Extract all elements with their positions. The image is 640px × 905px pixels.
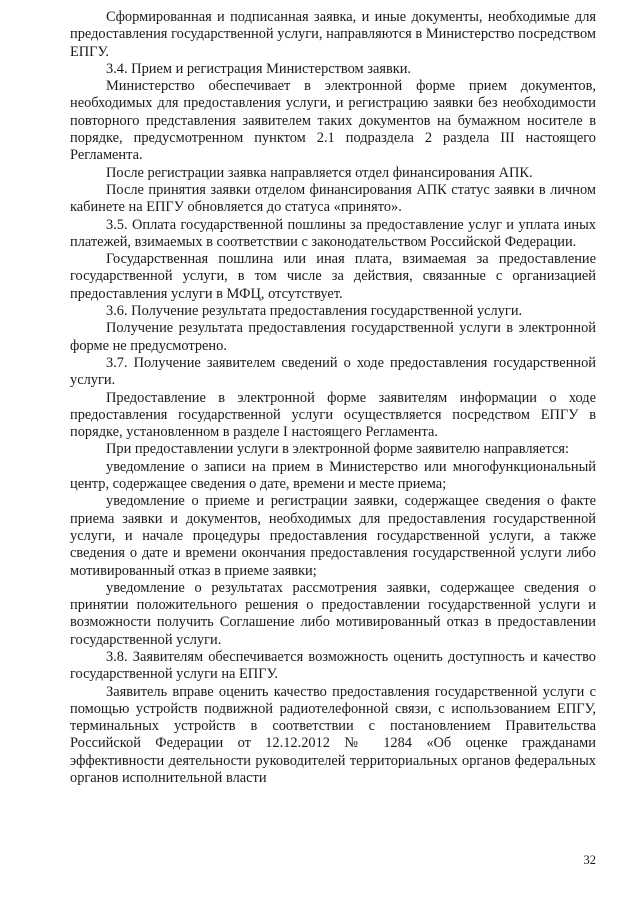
page-number: 32 bbox=[583, 853, 596, 867]
document-page bbox=[70, 9, 596, 787]
paragraph-17: Заявитель вправе оценить качество предоставления государственной услуги с помощью устройств подвижной радиотелефонной связи, с использованием ЕПГУ, терминальных устройств в соответствии с постановлением Правительства Российской Федерации от 12.12.2012 № 1284 «Об оценке гражданами эффективности деятельности руководителей территориальных органов федеральных органов исполнительной власти bbox=[70, 683, 596, 787]
paragraph-1: Сформированная и подписанная заявка, и иные документы, необходимые для предоставления государственной услуги, направляются в Министерство посредством ЕПГУ. bbox=[70, 9, 596, 60]
paragraph-7: Государственная пошлина или иная плата, взимаемая за предоставление государственной услуги, в том числе за действия, связанные с организацией предоставления услуги в МФЦ, отсутствует. bbox=[70, 251, 596, 302]
paragraph-3: Министерство обеспечивает в электронной форме прием документов, необходимых для предоставления услуги, и регистрацию заявки без необходимости повторного представления заявителем таких документов на бумажном носителе в порядке, предусмотренном пунктом 2.1 подраздела 2 раздела III настоящего Регламента. bbox=[70, 78, 596, 164]
paragraph-13: уведомление о записи на прием в Министерство или многофункциональный центр, содержащее сведения о дате, времени и месте приема; bbox=[70, 458, 596, 493]
paragraph-10: 3.7. Получение заявителем сведений о ходе предоставления государственной услуги. bbox=[70, 354, 596, 389]
paragraph-16: 3.8. Заявителям обеспечивается возможность оценить доступность и качество государственной услуги на ЕПГУ. bbox=[70, 648, 596, 683]
paragraph-4: После регистрации заявка направляется отдел финансирования АПК. bbox=[106, 164, 533, 181]
paragraph-9: Получение результата предоставления государственной услуги в электронной форме не предусмотрено. bbox=[70, 320, 596, 354]
paragraph-2: 3.4. Прием и регистрация Министерством заявки. bbox=[106, 60, 412, 77]
paragraph-5: После принятия заявки отделом финансирования АПК статус заявки в личном кабинете на ЕПГУ обновляется до статуса «принято». bbox=[70, 181, 596, 216]
paragraph-6: 3.5. Оплата государственной пошлины за предоставление услуг и уплата иных платежей, взимаемых в соответствии с законодательством Российской Федерации. bbox=[70, 216, 596, 250]
paragraph-8: 3.6. Получение результата предоставления государственной услуги. bbox=[106, 303, 523, 320]
paragraph-11: Предоставление в электронной форме заявителям информации о ходе предоставления государственной услуги осуществляется посредством ЕПГУ в порядке, установленном в разделе I настоящего Регламента. bbox=[70, 389, 596, 441]
paragraph-12: При предоставлении услуги в электронной форме заявителю направляется: bbox=[106, 441, 569, 458]
paragraph-15: уведомление о результатах рассмотрения заявки, содержащее сведения о принятии положительного решения о предоставлении государственной услуги и возможности получить Соглашение либо мотивированный отказ в предоставлении государственной услуги. bbox=[70, 579, 596, 648]
paragraph-14: уведомление о приеме и регистрации заявки, содержащее сведения о факте приема заявки и документов, необходимых для предоставления государственной услуги, и начале процедуры предоставления государственной услуги, а также сведения о дате и времени окончания предоставления государственной услуги либо мотивированный отказ в приеме заявки; bbox=[70, 493, 596, 579]
